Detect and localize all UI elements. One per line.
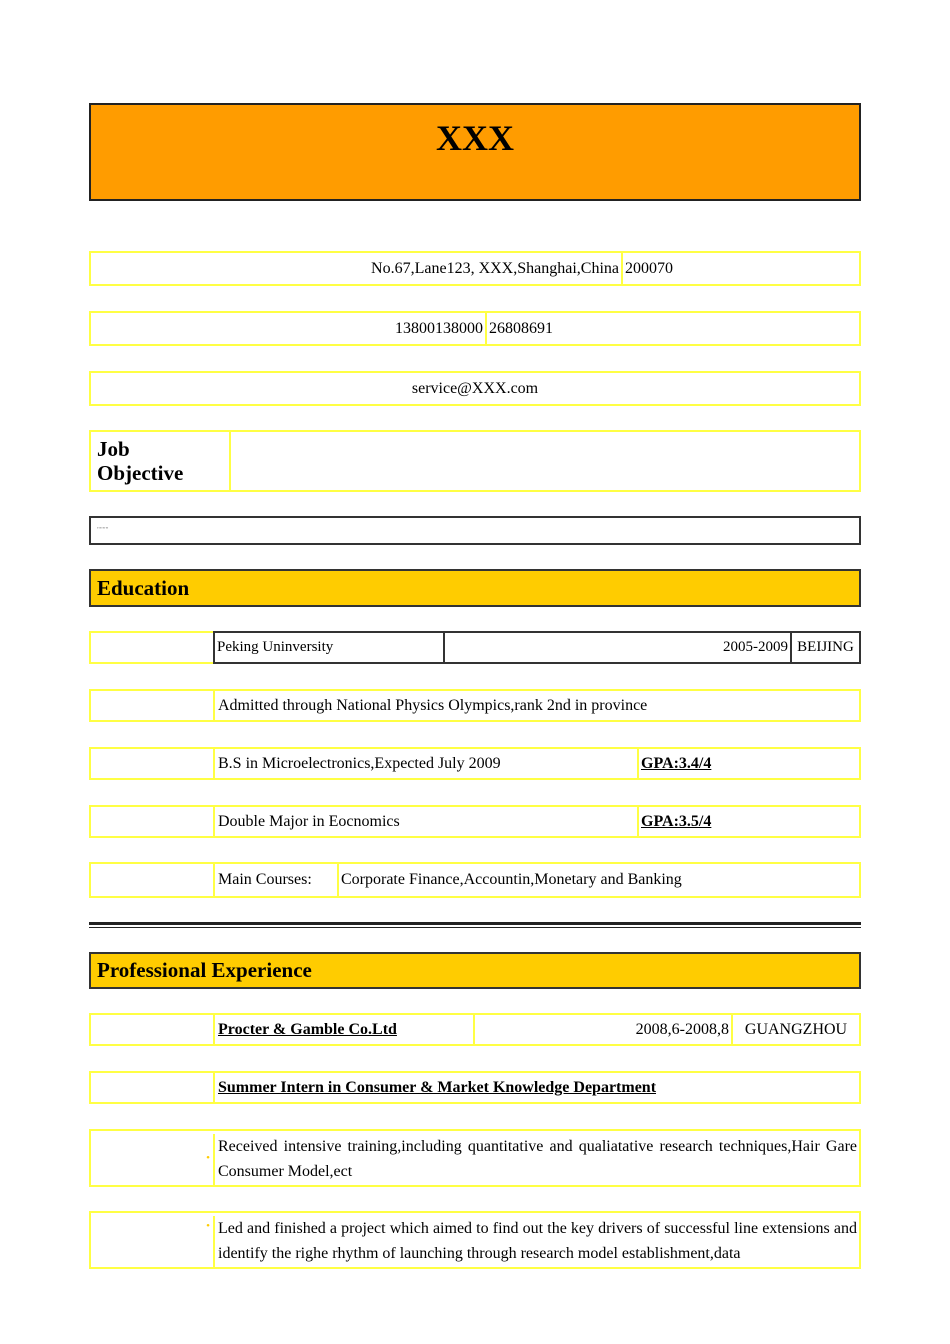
experience-city: GUANGZHOU [744, 1020, 848, 1038]
role-row [89, 1071, 861, 1104]
courses-text: Corporate Finance,Accountin,Monetary and Banking [341, 871, 682, 888]
mobile-phone-text: 13800138000 [395, 319, 483, 337]
education-title: Education [97, 575, 190, 600]
bullet-text: Received intensive training,including quantitative and qualiatative research techniques,Hair Gare Consumer Model,ect [218, 1138, 857, 1180]
admission-row [89, 689, 861, 722]
experience-section-header [89, 952, 861, 989]
name-header [89, 103, 861, 201]
role-title: Summer Intern in Consumer & Market Knowledge Department [218, 1078, 657, 1096]
postcode-text: 200070 [625, 259, 673, 277]
objective-value [229, 432, 859, 490]
section-divider [89, 922, 861, 928]
company-name: Procter & Gamble Co.Ltd [218, 1020, 397, 1038]
experience-bullet-row [89, 1129, 861, 1187]
company-row [89, 1013, 861, 1046]
address-row [89, 251, 861, 286]
degree-row [89, 747, 861, 780]
courses-row [89, 862, 861, 898]
address-text: No.67,Lane123, XXX,Shanghai,China [371, 259, 619, 277]
objective-label: Job Objective [97, 437, 184, 485]
bullet-icon: • [206, 1152, 210, 1164]
admission-text: Admitted through National Physics Olympics,rank 2nd in province [218, 696, 648, 714]
school-city: BEIJING [797, 639, 854, 655]
home-phone-text: 26808691 [489, 319, 553, 337]
school-name: Peking Uninversity [217, 639, 334, 655]
school-row [89, 631, 861, 664]
email-row [89, 371, 861, 406]
objective-row [89, 430, 861, 492]
objective-note: """" [97, 526, 109, 534]
education-section-header [89, 569, 861, 607]
double-major-row [89, 805, 861, 838]
objective-detail-row [89, 516, 861, 545]
bullet-icon: • [206, 1220, 210, 1232]
experience-title: Professional Experience [97, 958, 312, 982]
email-link[interactable]: service@XXX.com [411, 379, 539, 397]
candidate-name: XXX [436, 118, 514, 158]
phone-row [89, 311, 861, 346]
degree-text: B.S in Microelectronics,Expected July 2009 [218, 754, 501, 772]
experience-period: 2008,6-2008,8 [635, 1020, 729, 1038]
experience-bullet-row [89, 1211, 861, 1269]
bullet-text: Led and finished a project which aimed to find out the key drivers of successful line extensions and identify the righe rhythm of launching through research model establishment,data [218, 1220, 857, 1262]
courses-label: Main Courses: [218, 871, 312, 888]
double-major-gpa: GPA:3.5/4 [641, 812, 712, 830]
degree-gpa: GPA:3.4/4 [641, 754, 712, 772]
school-years: 2005-2009 [723, 639, 788, 655]
double-major-text: Double Major in Eocnomics [218, 812, 400, 830]
